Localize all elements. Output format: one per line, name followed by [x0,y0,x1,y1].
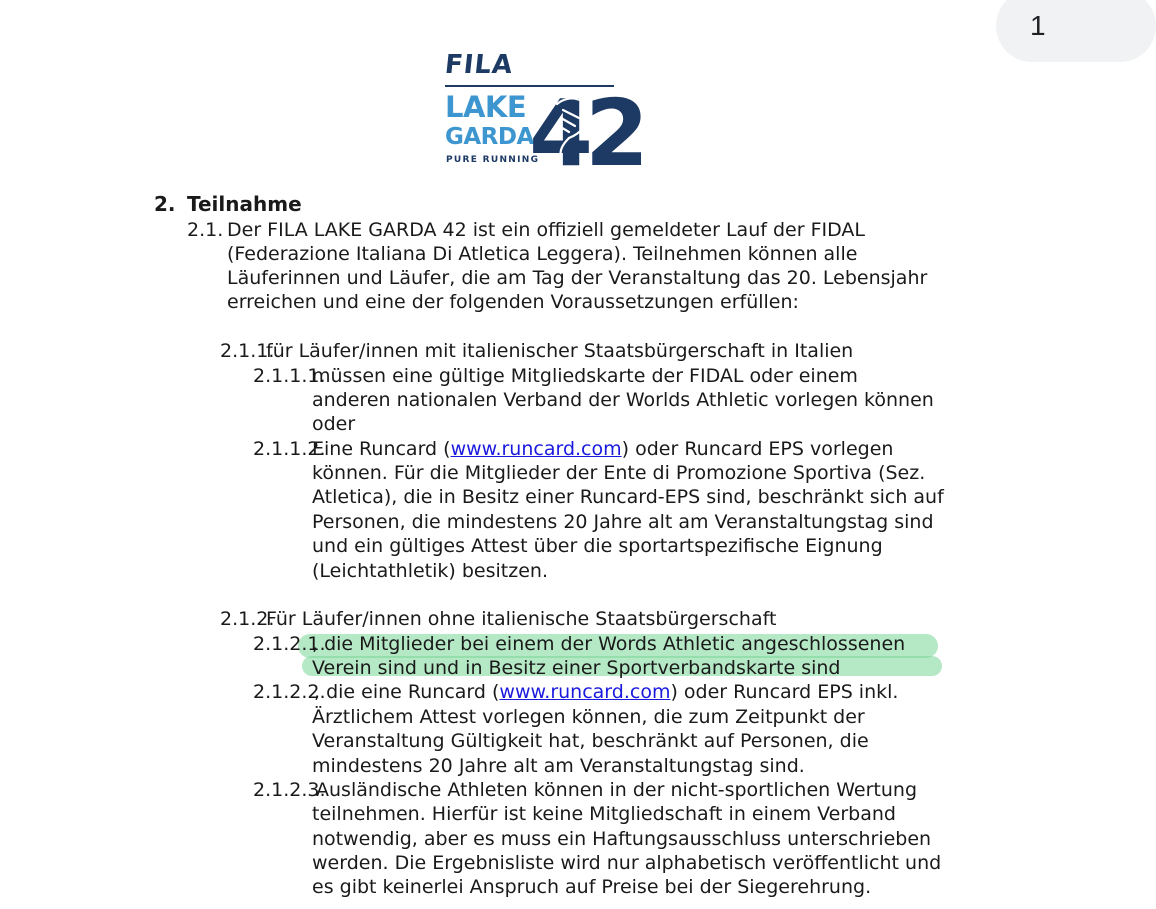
clause-2-1-1-1-line: oder [312,413,356,435]
clause-2-1-2-1-number: 2.1.2.1. [253,633,326,655]
clause-2-1-2-3-number: 2.1.2.3. [253,779,326,801]
logo-tagline: PURE RUNNING [446,155,540,165]
clause-2-1-1-2-line: (Leichtathletik) besitzen. [312,560,548,582]
clause-2-1-line: erreichen und eine der folgenden Voraussetzungen erfüllen: [227,291,799,313]
clause-2-1-line: Läuferinnen und Läufer, die am Tag der Veranstaltung das 20. Lebensjahr [227,267,928,289]
clause-2-1-1-2-line: können. Für die Mitglieder der Ente di Promozione Sportiva (Sez. [312,462,926,484]
clause-2-1-2-2-line: mindestens 20 Jahre alt am Veranstaltungstag sind. [312,755,805,777]
clause-text: ) oder Runcard EPS vorlegen [621,438,894,460]
clause-2-1-2-3-line: Ausländische Athleten können in der nicht-sportlichen Wertung [316,779,918,801]
clause-2-1-1-1-number: 2.1.1.1. [253,365,326,387]
logo-line2: GARDA [445,124,534,150]
logo-line1: LAKE [445,90,527,124]
clause-2-1-1-2-line [312,437,893,461]
clause-2-1-2-2-line [314,680,898,704]
runcard-link[interactable]: www.runcard.com [450,438,622,460]
logo-number: 42 [529,80,642,187]
clause-2-1-1-1-line: anderen nationalen Verband der Worlds Athletic vorlegen können [312,389,934,411]
section-number: 2. [154,192,176,216]
page-number: 1 [1030,10,1046,41]
runcard-link[interactable]: www.runcard.com [499,681,671,703]
clause-2-1-2-number: 2.1.2. [220,608,275,630]
clause-2-1-2-3-line: werden. Die Ergebnisliste wird nur alphabetisch veröffentlicht und [312,852,942,874]
clause-text: ) oder Runcard EPS inkl. [670,681,899,703]
clause-2-1-1-1-line: müssen eine gültige Mitgliedskarte der FIDAL oder einem [312,365,858,387]
clause-2-1-1-2-line: und ein gültiges Attest über die sportartspezifische Eignung [312,535,883,557]
clause-2-1-2-2-line: Ärztlichem Attest vorlegen können, die zum Zeitpunkt der [312,706,865,728]
clause-2-1-1-2-number: 2.1.1.2. [253,438,326,460]
clause-2-1-line: Der FILA LAKE GARDA 42 ist ein offiziell gemeldeter Lauf der FIDAL [227,219,865,241]
clause-2-1-2-2-number: 2.1.2.2. [253,681,326,703]
clause-2-1-line: (Federazione Italiana Di Atletica Leggera). Teilnehmen können alle [227,243,858,265]
clause-2-1-2-2-line: Veranstaltung Gültigkeit hat, beschränkt auf Personen, die [312,730,869,752]
section-title: Teilnahme [187,192,302,216]
clause-2-1-1-2-line: Atletica), die in Besitz einer Runcard-EPS sind, beschränkt sich auf [312,486,944,508]
clause-2-1-2-3-line: teilnehmen. Hierfür ist keine Mitgliedschaft in einem Verband [312,803,896,825]
clause-text: Eine Runcard ( [312,438,451,460]
clause-2-1-2-text: Für Läufer/innen ohne italienische Staatsbürgerschaft [266,608,777,630]
logo-brand: FILA [443,50,515,80]
clause-2-1-1-number: 2.1.1. [220,340,275,362]
clause-2-1-1-text: für Läufer/innen mit italienischer Staatsbürgerschaft in Italien [266,340,854,362]
clause-2-1-2-3-line: notwendig, aber es muss ein Haftungsausschluss unterschrieben [312,828,932,850]
clause-2-1-2-3-line: es gibt keinerlei Anspruch auf Preise bei der Siegerehrung. [312,876,872,898]
clause-text: , die eine Runcard ( [314,681,500,703]
clause-2-1-2-1-line: , die Mitglieder bei einem der Words Athletic angeschlossenen [312,633,906,655]
clause-2-1-1-2-line: Personen, die mindestens 20 Jahre alt am Veranstaltungstag sind [312,511,934,533]
clause-2-1-number: 2.1. [187,219,224,241]
clause-2-1-2-1-line: Verein sind und in Besitz einer Sportverbandskarte sind [312,657,841,679]
